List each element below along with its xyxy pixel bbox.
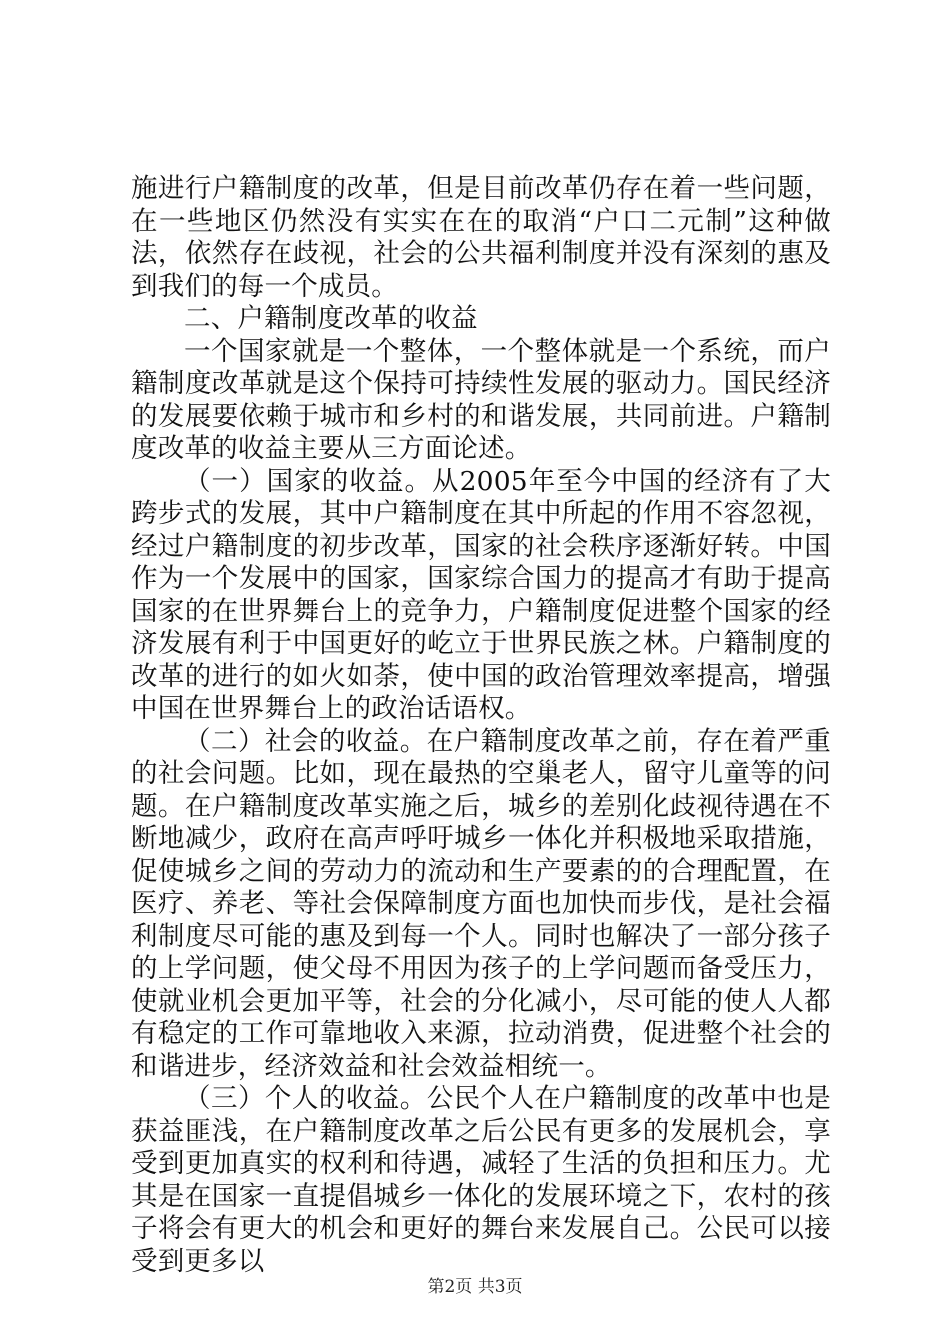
paragraph-continuation: 施进行户籍制度的改革，但是目前改革仍存在着一些问题，在一些地区仍然没有实实在在的取消“户口二元制”这种做法，依然存在歧视，社会的公共福利制度并没有深刻的惠及到我们的每一个成员。	[131, 173, 831, 302]
section-heading: 二、户籍制度改革的收益	[184, 303, 478, 334]
paragraph-personal-benefit: （三）个人的收益。公民个人在户籍制度的改革中也是获益匪浅，在户籍制度改革之后公民有更多的发展机会，享受到更加真实的权利和待遇，减轻了生活的负担和压力。尤其是在国家一直提倡城乡一体化的发展环境之下，农村的孩子将会有更大的机会和更好的舞台来发展自己。公民可以接受到更多以	[131, 1083, 831, 1277]
paragraph-national-benefit: （一）国家的收益。从2005年至今中国的经济有了大跨步式的发展，其中户籍制度在其中所起的作用不容忽视，经过户籍制度的初步改革，国家的社会秩序逐渐好转。中国作为一个发展中的国家，国家综合国力的提高才有助于提高国家的在世界舞台上的竞争力，户籍制度促进整个国家的经济发展有利于中国更好的屹立于世界民族之林。户籍制度的改革的进行的如火如荼，使中国的政治管理效率提高，增强中国在世界舞台上的政治话语权。	[131, 465, 831, 724]
document-body	[131, 173, 831, 1278]
paragraph-social-benefit: （二）社会的收益。在户籍制度改革之前，存在着严重的社会问题。比如，现在最热的空巢老人，留守儿童等的问题。在户籍制度改革实施之后，城乡的差别化歧视待遇在不断地减少，政府在高声呼吁城乡一体化并积极地采取措施，促使城乡之间的劳动力的流动和生产要素的的合理配置，在医疗、养老、等社会保障制度方面也加快而步伐，是社会福利制度尽可能的惠及到每一个人。同时也解决了一部分孩子的上学问题，使父母不用因为孩子的上学问题而备受压力，使就业机会更加平等，社会的分化减小，尽可能的使人人都有稳定的工作可靠地收入来源，拉动消费，促进整个社会的和谐进步，经济效益和社会效益相统一。	[131, 725, 831, 1082]
paragraph-intro: 一个国家就是一个整体，一个整体就是一个系统，而户籍制度改革就是这个保持可持续性发展的驱动力。国民经济的发展要依赖于城市和乡村的和谐发展，共同前进。户籍制度改革的收益主要从三方面论述。	[131, 335, 831, 464]
page-footer: 第2页 共3页	[427, 1277, 523, 1297]
